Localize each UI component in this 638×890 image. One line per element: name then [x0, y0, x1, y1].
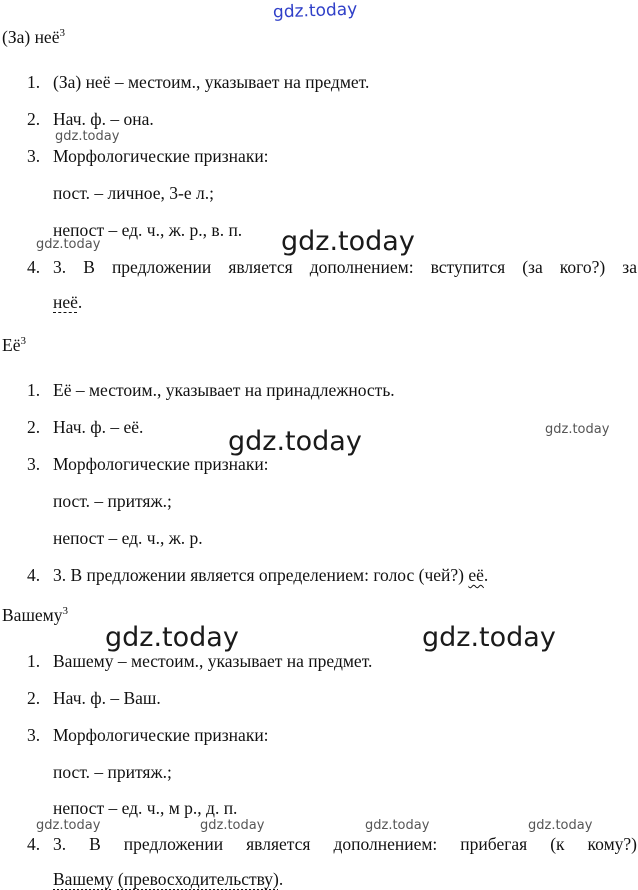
list-subitem: непост – ед. ч., м р., д. п.: [53, 798, 238, 818]
list-item: [27, 145, 269, 167]
item-text: Морфологические признаки:: [53, 146, 269, 166]
underlined-word: неё: [53, 292, 78, 312]
item-text: 3. В предложении является дополнением: прибегая (к кому?): [53, 834, 637, 854]
watermark-small: gdz.today: [545, 422, 610, 437]
item-number: 1.: [27, 651, 41, 671]
list-item: [27, 453, 269, 475]
item-text: Нач. ф. – её.: [53, 417, 144, 437]
watermark-big: gdz.today: [105, 622, 239, 653]
watermark-big: gdz.today: [228, 426, 362, 457]
section-heading: [2, 26, 65, 48]
item-text: Её – местоим., указывает на принадлежность.: [53, 380, 395, 400]
item-number: 2.: [27, 688, 41, 708]
watermark-small: gdz.today: [55, 129, 120, 144]
list-item: [27, 650, 372, 672]
watermark-top: gdz.today: [272, 0, 358, 23]
item-text: 3. В предложении является дополнением: вступится (за кого?) за: [53, 257, 637, 277]
item-number: 2.: [27, 417, 41, 437]
section-heading-text: Вашему: [2, 605, 63, 625]
item-text: Вашему – местоим., указывает на предмет.: [53, 651, 373, 671]
section-heading-text: Её: [2, 335, 21, 355]
item-text: Нач. ф. – она.: [53, 109, 154, 129]
watermark-small: gdz.today: [365, 818, 430, 833]
list-subitem: пост. – притяж.;: [53, 762, 172, 782]
list-item: [27, 71, 369, 93]
underlined-word: (превосходительству): [117, 869, 279, 889]
item-text: (За) неё – местоим., указывает на предмет.: [53, 72, 370, 92]
item-number: 3.: [27, 725, 41, 745]
watermark-small: gdz.today: [200, 818, 265, 833]
item-number: 3.: [27, 146, 41, 166]
list-item: [27, 687, 161, 709]
item-text: 3. В предложении является определением: голос (чей?): [53, 565, 469, 585]
list-item: [27, 724, 269, 746]
list-item: [27, 108, 154, 130]
footnote-marker: 3: [59, 27, 65, 39]
underlined-word: её: [468, 565, 484, 585]
section-heading: [2, 334, 26, 356]
item-number: 4.: [27, 257, 41, 277]
section-heading-text: (За) неё: [2, 27, 60, 47]
watermark-small: gdz.today: [36, 237, 101, 252]
list-subitem: непост – ед. ч., ж. р.: [53, 528, 203, 548]
item-number: 1.: [27, 72, 41, 92]
section-heading: [2, 604, 68, 626]
watermark-big: gdz.today: [281, 226, 415, 257]
list-subitem: пост. – личное, 3-е л.;: [53, 183, 214, 203]
item-number: 3.: [27, 454, 41, 474]
footnote-marker: 3: [20, 335, 26, 347]
watermark-small: gdz.today: [36, 818, 101, 833]
list-item: [27, 564, 488, 586]
watermark-small: gdz.today: [528, 818, 593, 833]
punctuation: .: [77, 292, 83, 312]
list-item: [27, 833, 637, 855]
list-item: [27, 416, 143, 438]
item-number: 4.: [27, 565, 41, 585]
list-subitem: пост. – притяж.;: [53, 491, 172, 511]
item-number: 2.: [27, 109, 41, 129]
item-text: Морфологические признаки:: [53, 454, 269, 474]
item-text: Нач. ф. – Ваш.: [53, 688, 161, 708]
item-text-continuation: [53, 291, 82, 313]
list-item: [27, 256, 637, 278]
punctuation: .: [278, 869, 284, 889]
underlined-word: Вашему: [53, 869, 114, 889]
item-number: 4.: [27, 834, 41, 854]
punctuation: .: [483, 565, 489, 585]
watermark-big: gdz.today: [422, 622, 556, 653]
list-subitem: непост – ед. ч., ж. р., в. п.: [53, 220, 243, 240]
footnote-marker: 3: [62, 605, 69, 617]
item-text-continuation: [53, 868, 283, 890]
item-text: Морфологические признаки:: [53, 725, 269, 745]
list-item: [27, 379, 395, 401]
item-number: 1.: [27, 380, 41, 400]
